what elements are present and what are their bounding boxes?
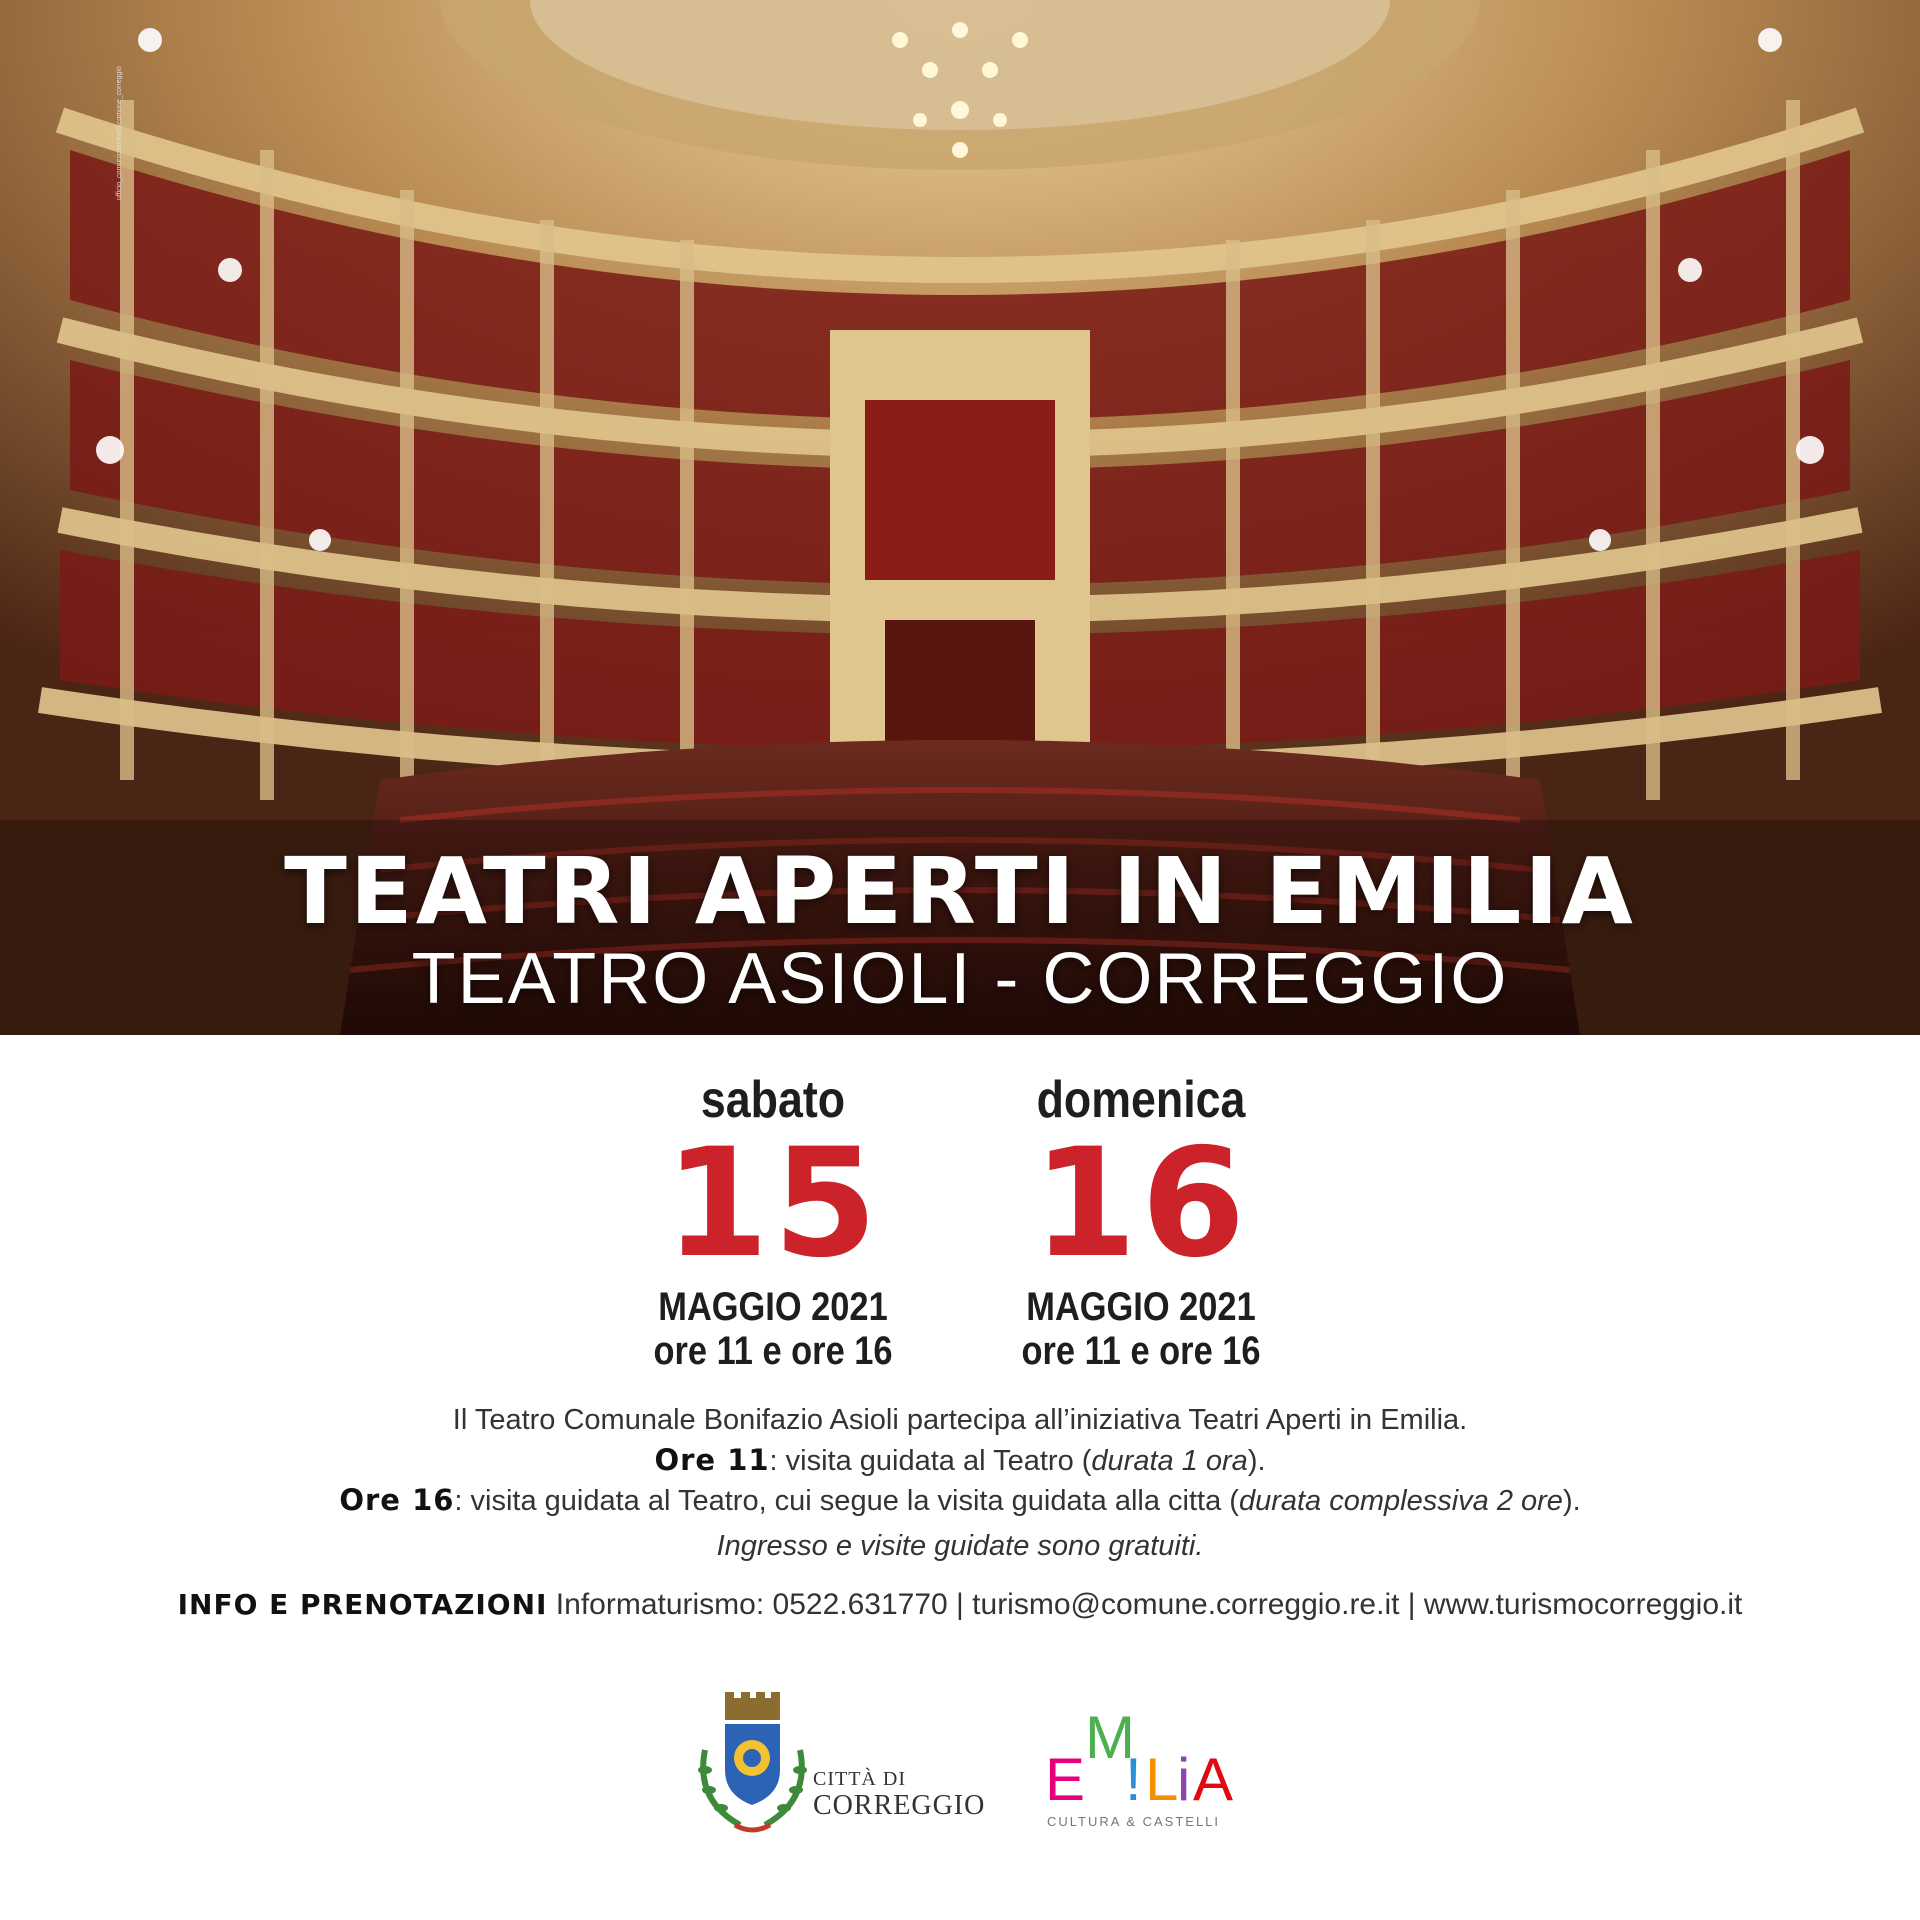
description-ore-11	[0, 1440, 1920, 1481]
venue-subtitle: TEATRO ASIOLI - CORREGGIO	[411, 939, 1509, 1019]
description-intro: Il Teatro Comunale Bonifazio Asioli partecipa all’iniziativa Teatri Aperti in Emilia.	[452, 1404, 1468, 1436]
description-ore-16	[0, 1480, 1920, 1521]
day-number: 16	[1032, 1117, 1250, 1291]
citta-di-label: CITTÀ DI	[813, 1768, 906, 1790]
description-text: : visita guidata al Teatro (	[769, 1445, 1092, 1477]
free-entry-note: Ingresso e visite guidate sono gratuiti.	[716, 1530, 1204, 1562]
correggio-crest-icon	[695, 1690, 810, 1840]
time-label: Ore 16	[339, 1483, 455, 1517]
visit-hours: ore 11 e ore 16	[1021, 1329, 1261, 1373]
duration-text: durata complessiva 2 ore	[1238, 1485, 1563, 1517]
day-name: domenica	[1036, 1071, 1246, 1129]
emilia-cultura-castelli-logo	[1045, 1704, 1235, 1833]
correggio-label: CORREGGIO	[813, 1790, 986, 1821]
description-text-end: ).	[1247, 1445, 1266, 1477]
info-contacts[interactable]: Informaturismo: 0522.631770 | turismo@comune.correggio.re.it | www.turismocorreggio.it	[547, 1588, 1743, 1621]
description-text-end: ).	[1562, 1485, 1581, 1517]
time-label: Ore 11	[654, 1443, 770, 1477]
date-sunday	[961, 1070, 1321, 1373]
emilia-letter-e: E	[1045, 1746, 1086, 1813]
emilia-letter-m: M	[1085, 1704, 1135, 1771]
duration-text: durata 1 ora	[1091, 1445, 1248, 1477]
month-year: MAGGIO 2021	[1026, 1285, 1256, 1329]
day-number: 15	[664, 1117, 882, 1291]
date-saturday	[593, 1070, 953, 1373]
day-name: sabato	[700, 1071, 846, 1129]
month-year: MAGGIO 2021	[658, 1285, 888, 1329]
visit-hours: ore 11 e ore 16	[653, 1329, 893, 1373]
emilia-letter-exclaim: !	[1125, 1746, 1142, 1813]
emilia-letter-i: i	[1177, 1746, 1191, 1813]
emilia-letter-l: L	[1145, 1746, 1179, 1813]
citta-di-correggio-logo	[695, 1690, 995, 1840]
info-line	[0, 1588, 1920, 1622]
description-text: : visita guidata al Teatro, cui segue la visita guidata alla citta (	[454, 1485, 1239, 1517]
event-title: TEATRI APERTI IN EMILIA	[284, 838, 1636, 945]
photo-credit: ufficio_comunicazione@comune_correggio	[116, 66, 123, 200]
emilia-subtitle: CULTURA & CASTELLI	[1047, 1814, 1221, 1829]
info-label: INFO E PRENOTAZIONI	[177, 1588, 548, 1621]
emilia-letter-a: A	[1193, 1746, 1234, 1813]
